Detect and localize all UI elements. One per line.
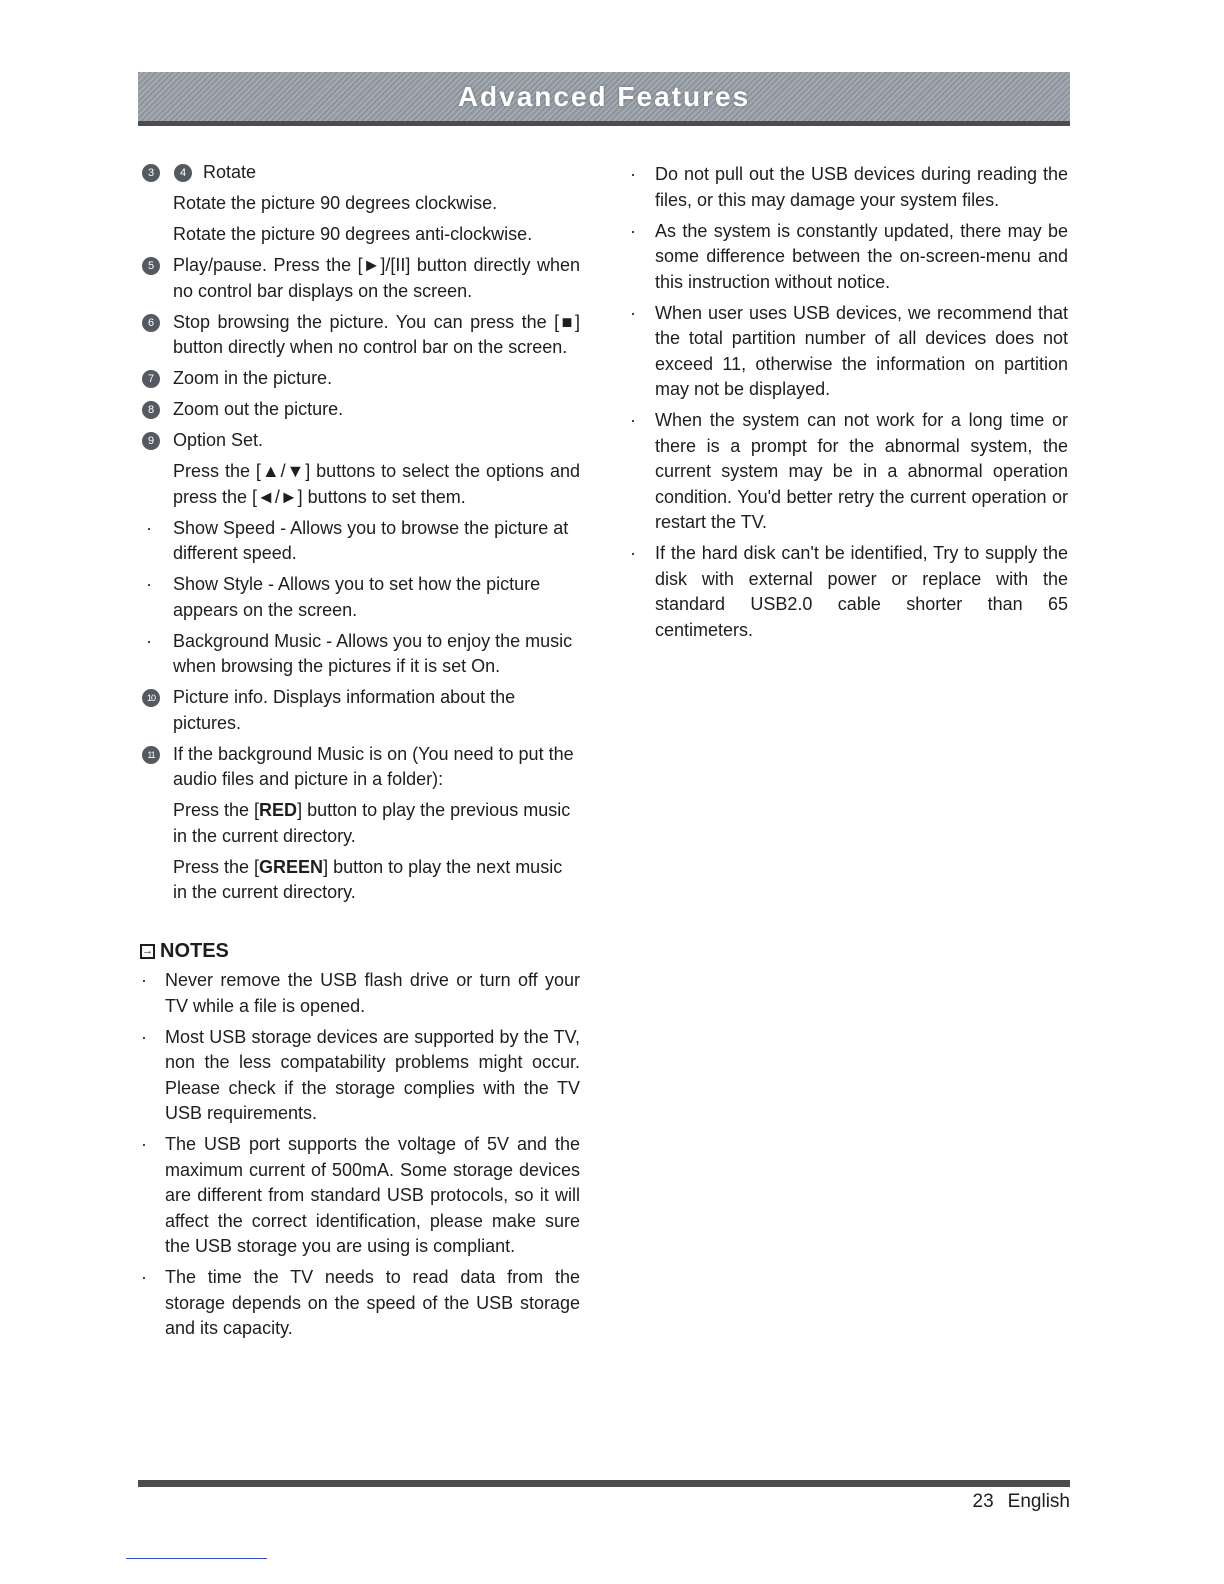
page-number: 23 (972, 1491, 994, 1512)
note-text: If the hard disk can't be identified, Try to supply the disk with external power or replace with the standard USB2.0 cable shorter than 65 centimeters. (655, 543, 1068, 640)
rotate-clockwise-text: Rotate the picture 90 degrees clockwise. (173, 193, 498, 213)
play-pause-item (140, 253, 580, 304)
bullet-icon: · (141, 1267, 147, 1287)
picture-info-text: Picture info. Displays information about the pictures. (173, 687, 516, 733)
notes-title: NOTES (160, 939, 229, 962)
zoom-in-item (140, 366, 580, 392)
notes-heading (140, 939, 580, 965)
green-key-label: GREEN (259, 856, 324, 877)
zoom-out-item (140, 397, 580, 423)
background-music-item (140, 742, 580, 793)
background-music-text: If the background Music is on (You need to put the audio files and picture in a folder): (173, 743, 574, 789)
underline-divider (126, 1558, 267, 1559)
bullet-icon: · (141, 1026, 147, 1047)
zoom-out-text: Zoom out the picture. (173, 399, 344, 419)
step-number-badge: 6 (142, 314, 160, 332)
note-item (624, 301, 1068, 403)
note-item (140, 1132, 580, 1260)
rotate-anticlockwise-text: Rotate the picture 90 degrees anti-clockwise. (173, 224, 533, 244)
header-banner (138, 72, 1070, 121)
step-number-badge: 4 (174, 164, 192, 182)
note-item (140, 1265, 580, 1342)
bullet-icon: · (630, 410, 636, 430)
picture-info-item (140, 685, 580, 736)
stop-item (140, 310, 580, 361)
option-set-desc: Press the [▲/▼] buttons to select the options and press the [◄/►] buttons to set them. (173, 461, 580, 507)
step-number-badge: 9 (142, 432, 160, 450)
note-item (624, 219, 1068, 296)
note-item (624, 162, 1068, 213)
bullet-icon: · (630, 302, 636, 323)
right-column (624, 162, 1068, 649)
note-text: When the system can not work for a long time or there is a prompt for the abnormal system, the current system may be in a abnormal operation condition. You'd better retry the current operation or restart the TV. (655, 410, 1068, 532)
zoom-in-text: Zoom in the picture. (173, 368, 333, 388)
list-item (140, 629, 580, 680)
header-rule (138, 121, 1070, 126)
note-text: As the system is constantly updated, there may be some difference between the on-screen-menu and this instruction without notice. (655, 220, 1068, 292)
red-button-text: Press the [RED] button to play the previous music in the current directory. (173, 800, 571, 846)
red-key-label: RED (259, 800, 298, 820)
note-item (624, 408, 1068, 536)
option-bullet-text: Background Music - Allows you to enjoy the music when browsing the pictures if it is set On. (173, 630, 573, 676)
note-text: When user uses USB devices, we recommend that the total partition number of all devices does not exceed 11, otherwise the information on partition may not be displayed. (655, 302, 1068, 399)
list-item (140, 516, 580, 567)
step-number-badge: 7 (142, 370, 160, 388)
bullet-icon: · (146, 630, 152, 651)
step-number-badge: 3 (142, 164, 160, 182)
bullet-icon: · (630, 220, 636, 241)
rotate-label: Rotate (203, 162, 257, 182)
note-text: Do not pull out the USB devices during reading the files, or this may damage your system files. (655, 164, 1068, 210)
bullet-icon: · (630, 543, 636, 563)
option-bullet-text: Show Speed - Allows you to browse the picture at different speed. (173, 517, 569, 563)
notes-icon: → (142, 944, 153, 957)
note-text: The time the TV needs to read data from the storage depends on the speed of the USB storage and its capacity. (165, 1267, 580, 1338)
step-number-badge: 11 (142, 746, 160, 764)
option-bullet-text: Show Style - Allows you to set how the picture appears on the screen. (173, 574, 541, 620)
bullet-icon: · (141, 1134, 147, 1154)
note-text: Never remove the USB flash drive or turn off your TV while a file is opened. (165, 970, 580, 1016)
note-item (624, 541, 1068, 643)
footer-rule (138, 1480, 1070, 1487)
footer-language: English (1007, 1491, 1070, 1512)
note-text: The USB port supports the voltage of 5V and the maximum current of 500mA. Some storage devices are different from standard USB protocols, so it will affect the correct identification, please make sure the USB storage you are using is compliant. (165, 1134, 580, 1256)
page-title: Advanced Features (457, 80, 751, 112)
list-item (140, 572, 580, 623)
note-text: Most USB storage devices are supported by the TV, non the less compatability problems might occur. Please check if the storage complies with the TV USB requirements. (165, 1026, 580, 1123)
page-footer (959, 1491, 1070, 1513)
stop-text: Stop browsing the picture. You can press the [■] button directly when no control bar on the screen. (173, 311, 580, 357)
bullet-icon: · (630, 164, 636, 184)
left-column (140, 160, 580, 1347)
bullet-icon: · (141, 970, 147, 990)
bullet-icon: · (146, 574, 152, 594)
step-number-badge: 10 (142, 689, 160, 707)
bullet-icon: · (146, 517, 152, 538)
option-set-item (140, 428, 580, 454)
note-item (140, 968, 580, 1019)
play-pause-text: Play/pause. Press the [►]/[II] button directly when no control bar displays on the screen. (173, 255, 580, 301)
step-number-badge: 5 (142, 257, 160, 275)
step-number-badge: 8 (142, 401, 160, 419)
option-set-text: Option Set. (173, 430, 264, 450)
green-button-text: Press the [GREEN] button to play the next music in the current directory. (173, 856, 563, 902)
rotate-item (140, 160, 580, 186)
note-item (140, 1025, 580, 1127)
